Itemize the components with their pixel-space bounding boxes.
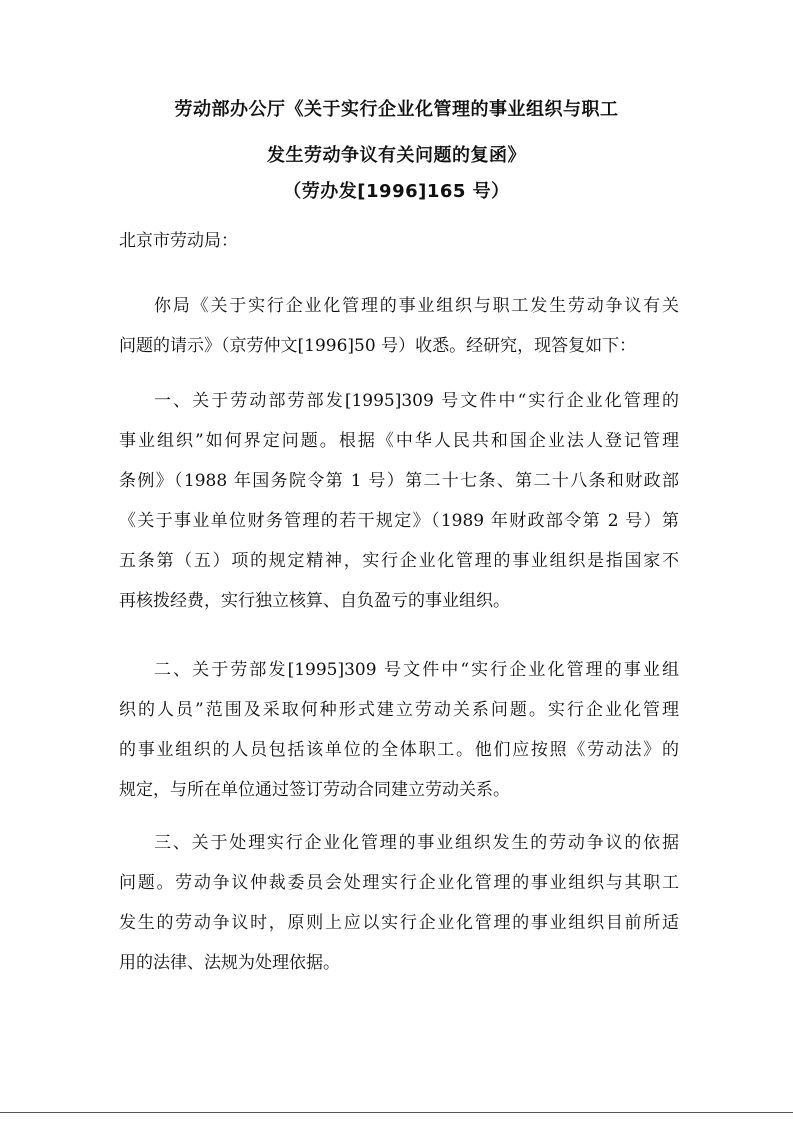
document-number: （劳办发[1996]165 号） bbox=[283, 181, 510, 202]
paragraph-line: 用的法律、法规为处理依据。 bbox=[119, 953, 340, 973]
paragraph-intro bbox=[119, 286, 679, 366]
paragraph-line: 再核拨经费，实行独立核算、自负盈亏的事业组织。 bbox=[119, 591, 510, 611]
paragraph-line: 规定，与所在单位通过签订劳动合同建立劳动关系。 bbox=[119, 780, 510, 800]
paragraph-line: 一、关于劳动部劳部发[1995]309 号文件中“实行企业化管理的 bbox=[154, 391, 679, 411]
paragraph-item-1 bbox=[119, 381, 679, 621]
paragraph-line: 的事业组织的人员包括该单位的全体职工。他们应按照《劳动法》的 bbox=[119, 740, 679, 760]
document-title-line-1: 劳动部办公厅《关于实行企业化管理的事业组织与职工 bbox=[174, 99, 619, 120]
salutation: 北京市劳动局： bbox=[119, 231, 238, 251]
paragraph-line: 五条第（五）项的规定精神，实行企业化管理的事业组织是指国家不 bbox=[119, 551, 679, 571]
paragraph-item-2 bbox=[119, 650, 679, 810]
paragraph-line: 《关于事业单位财务管理的若干规定》（1989 年财政部令第 2 号）第 bbox=[119, 511, 679, 531]
paragraph-item-3 bbox=[119, 823, 679, 983]
paragraph-line: 问题。劳动争议仲裁委员会处理实行企业化管理的事业组织与其职工 bbox=[119, 873, 679, 893]
paragraph-line: 条例》（1988 年国务院令第 1 号）第二十七条、第二十八条和财政部 bbox=[119, 471, 679, 491]
paragraph-line: 二、关于劳部发[1995]309 号文件中“实行企业化管理的事业组 bbox=[154, 660, 679, 680]
paragraph-line: 三、关于处理实行企业化管理的事业组织发生的劳动争议的依据 bbox=[154, 833, 679, 853]
paragraph-line: 织的人员”范围及采取何种形式建立劳动关系问题。实行企业化管理 bbox=[119, 700, 679, 720]
document-title-line-2: 发生劳动争议有关问题的复函》 bbox=[267, 145, 526, 166]
paragraph-line: 发生的劳动争议时，原则上应以实行企业化管理的事业组织目前所适 bbox=[119, 913, 679, 933]
page-bottom-divider bbox=[0, 1112, 793, 1113]
paragraph-line: 你局《关于实行企业化管理的事业组织与职工发生劳动争议有关 bbox=[154, 296, 679, 316]
paragraph-line: 事业组织”如何界定问题。根据《中华人民共和国企业法人登记管理 bbox=[119, 431, 679, 451]
paragraph-line: 问题的请示》（京劳仲文[1996]50 号）收悉。经研究，现答复如下： bbox=[119, 336, 637, 356]
